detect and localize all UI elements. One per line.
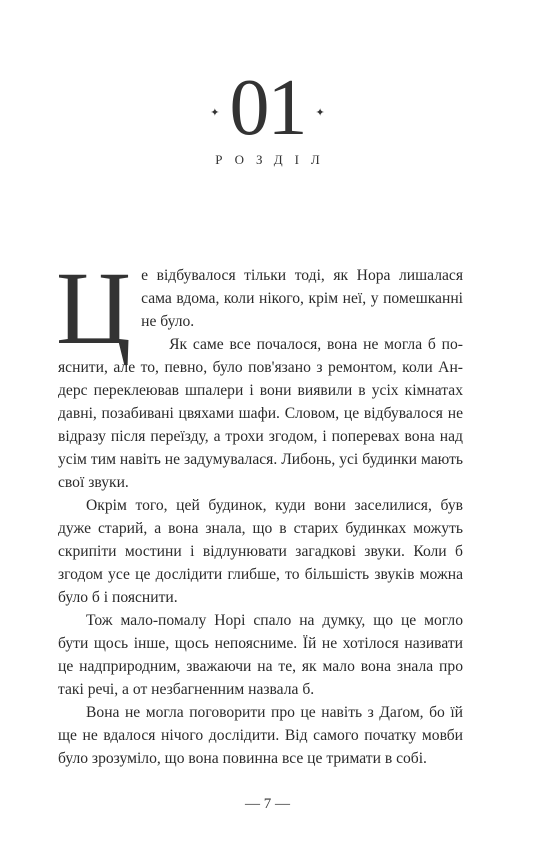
paragraph-5: Вона не могла поговорити про це навіть з Даґом, бо їй ще не вдалося нічого дослідити. Від самого початку мовби було зрозуміло, що вона повинна все це тримати в собі. (58, 704, 463, 767)
paragraph-1 (56, 251, 463, 366)
ornament-left-icon: ✦ (210, 106, 220, 119)
drop-cap: Ц (56, 251, 132, 366)
paragraph-4: Тож мало-помалу Норі спало на думку, що це могло бути щось інше, щось непоясниме. Їй не хотілося називати це надприродним, зважаючи на те, як мало вона знала про такі речі, а от незбагненним назвала б. (58, 612, 463, 698)
paragraph-3: Окрім того, цей будинок, куди вони заселилися, був дуже старий, а вона знала, що в старих будинках можуть скрипіти мостини і відлунювати загадкові звуки. Коли б згодом усе це дослідити глибше, то більшість звуків можна було б і пояснити. (58, 497, 463, 606)
chapter-number: 01 (229, 64, 306, 152)
chapter-label: РОЗДІЛ (215, 152, 332, 167)
chapter-text (56, 251, 463, 770)
paragraph-1-text: е відбувалося тільки тоді, як Нора лишалася сама вдома, коли нікого, крім неї, у помешканні не було. (141, 267, 463, 330)
ornament-right-icon: ✦ (315, 106, 325, 119)
chapter-heading (0, 66, 535, 168)
chapter-number-row (0, 66, 535, 150)
page-number: — 7 — (245, 796, 290, 812)
paragraph-2: Як саме все почалося, вона не могла б пояснити, але то, певно, було пов'язано з ремонтом, коли Андерс переклеював шпалери і вони виявили в усіх кімнатах давні, позабивані цвяхами шафи. Словом, це відбувалося не відразу після переїзду, а трохи згодом, і поперевах вона над усім тим навіть не задумувалася. Либонь, усі будинки мають свої звуки. (58, 336, 463, 491)
